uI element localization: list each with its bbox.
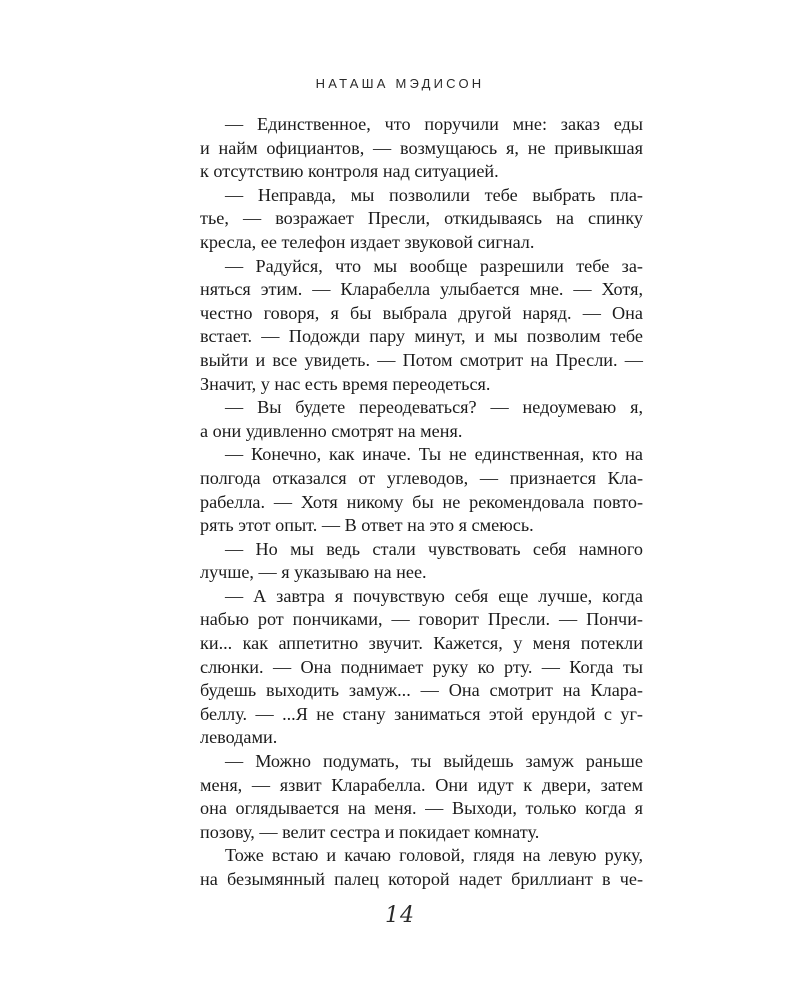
text-line: будешь выходить замуж... — Она смотрит на Клара- <box>200 680 643 701</box>
text-line: честно говоря, я бы выбрала другой наряд. — Она <box>200 302 643 323</box>
text-line: няться этим. — Кларабелла улыбается мне. — Хотя, <box>200 279 643 300</box>
text-line: — Но мы ведь стали чувствовать себя намного <box>225 538 643 559</box>
running-head: НАТАША МЭДИСОН <box>315 76 485 91</box>
text-line: на безымянный палец которой надет бриллиант в че- <box>200 869 643 889</box>
text-line: она оглядывается на меня. — Выходи, только когда я <box>200 798 643 819</box>
text-line: набью рот пончиками, — говорит Пресли. — Пончи- <box>200 609 643 630</box>
text-line: рабелла. — Хотя никому бы не рекомендовала повто- <box>200 491 643 512</box>
text-line: лучше, — я указываю на нее. <box>200 562 427 583</box>
text-line: леводами. <box>200 727 278 748</box>
text-line: тье, — возражает Пресли, откидываясь на спинку <box>200 208 643 229</box>
text-line: — Радуйся, что мы вообще разрешили тебе за- <box>225 255 643 276</box>
text-line: встает. — Подожди пару минут, и мы позволим тебе <box>200 326 643 347</box>
text-line: рять этот опыт. — В ответ на это я смеюсь. <box>200 515 534 536</box>
text-line: кресла, ее телефон издает звуковой сигнал. <box>200 231 535 252</box>
text-line: к отсутствию контроля над ситуацией. <box>200 161 499 182</box>
text-line: а они удивленно смотрят на меня. <box>200 420 463 441</box>
text-line: — Вы будете переодеваться? — недоумеваю я, <box>225 397 643 418</box>
text-line: ки... как аппетитно звучит. Кажется, у меня потекли <box>200 633 643 654</box>
text-line: и найм официантов, — возмущаюсь я, не привыкшая <box>200 137 643 158</box>
text-line: — А завтра я почувствую себя еще лучше, когда <box>225 585 643 606</box>
text-line: — Неправда, мы позволили тебе выбрать пла- <box>225 184 643 205</box>
body-text <box>200 113 643 892</box>
text-line: слюнки. — Она поднимает руку ко рту. — Когда ты <box>200 656 643 677</box>
text-line: Значит, у нас есть время переодеться. <box>200 373 491 394</box>
text-line: меня, — язвит Кларабелла. Они идут к двери, затем <box>200 774 643 795</box>
page-number: 14 <box>385 903 415 928</box>
text-line: беллу. — ...Я не стану заниматься этой ерундой с уг- <box>200 703 643 724</box>
text-line: — Можно подумать, ты выйдешь замуж раньше <box>225 751 643 772</box>
text-line: выйти и все увидеть. — Потом смотрит на Пресли. — <box>200 349 643 370</box>
text-line: — Единственное, что поручили мне: заказ еды <box>225 114 643 134</box>
text-line: позову, — велит сестра и покидает комнату. <box>200 821 540 842</box>
text-line: — Конечно, как иначе. Ты не единственная, кто на <box>225 444 643 465</box>
text-line: Тоже встаю и качаю головой, глядя на левую руку, <box>225 845 643 866</box>
text-line: полгода отказался от углеводов, — признается Кла- <box>200 467 643 488</box>
